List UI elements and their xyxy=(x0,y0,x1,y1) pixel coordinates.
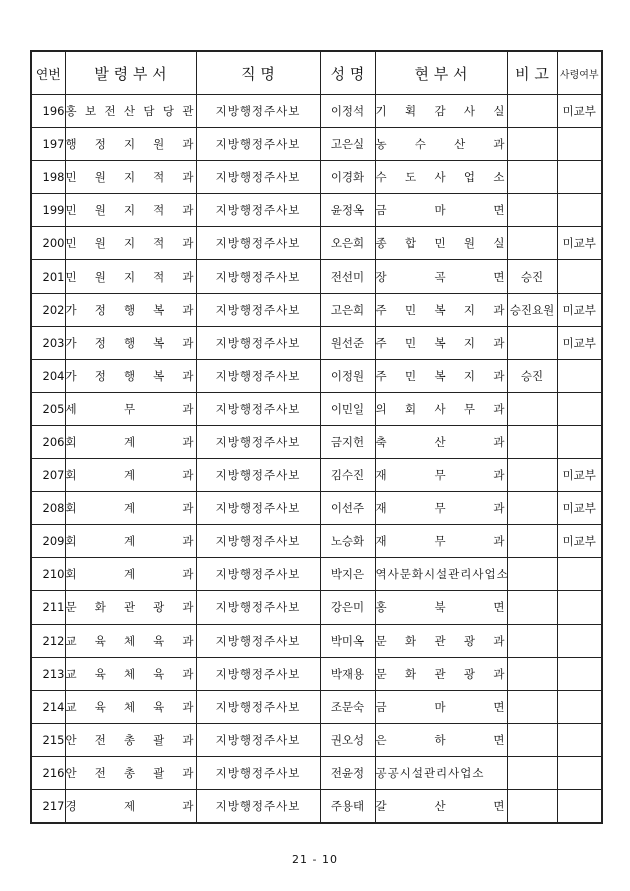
confirm-cell xyxy=(557,161,602,194)
dept-cell xyxy=(65,591,196,624)
current-dept-cell-text: 공 공 시 설 관 리 사 업 소 xyxy=(375,765,485,780)
table-row xyxy=(31,492,602,525)
dept-cell xyxy=(65,657,196,690)
dept-cell-text: 경 제 과 xyxy=(65,799,194,814)
dept-cell-text: 민 원 지 적 과 xyxy=(65,170,194,185)
title-cell: 지방행정주사보 xyxy=(196,723,320,756)
note-cell xyxy=(507,95,557,128)
title-cell: 지방행정주사보 xyxy=(196,293,320,326)
dept-cell-text: 안 전 총 괄 과 xyxy=(65,765,194,780)
title-cell: 지방행정주사보 xyxy=(196,359,320,392)
dept-cell-text: 홍 보 전 산 담 당 관 xyxy=(65,104,194,119)
dept-cell-text: 회 계 과 xyxy=(65,434,194,449)
name-cell: 강은미 xyxy=(320,591,375,624)
current-dept-cell-text: 역 사 문 화 시 설 관 리 사 업 소 xyxy=(375,567,509,582)
confirm-cell xyxy=(557,425,602,458)
dept-cell-text: 가 정 행 복 과 xyxy=(65,335,194,350)
table-row xyxy=(31,459,602,492)
current-dept-cell-text: 수 도 사 업 소 xyxy=(375,170,505,185)
confirm-cell xyxy=(557,723,602,756)
dept-cell-text: 회 계 과 xyxy=(65,534,194,549)
note-cell xyxy=(507,161,557,194)
row-number: 198 xyxy=(31,161,65,194)
dept-cell xyxy=(65,326,196,359)
dept-cell-text: 회 계 과 xyxy=(65,501,194,516)
name-cell: 고은실 xyxy=(320,128,375,161)
confirm-cell xyxy=(557,789,602,823)
table-row xyxy=(31,591,602,624)
note-cell: 승진 xyxy=(507,260,557,293)
header-name: 성 명 xyxy=(320,51,375,95)
title-cell: 지방행정주사보 xyxy=(196,326,320,359)
title-cell: 지방행정주사보 xyxy=(196,95,320,128)
dept-cell xyxy=(65,359,196,392)
note-cell xyxy=(507,558,557,591)
title-cell: 지방행정주사보 xyxy=(196,161,320,194)
name-cell: 이경화 xyxy=(320,161,375,194)
confirm-cell xyxy=(557,624,602,657)
note-cell xyxy=(507,128,557,161)
header-current: 현 부 서 xyxy=(375,51,507,95)
current-dept-cell xyxy=(375,723,507,756)
note-cell xyxy=(507,392,557,425)
note-cell xyxy=(507,326,557,359)
row-number: 203 xyxy=(31,326,65,359)
row-number: 200 xyxy=(31,227,65,260)
dept-cell xyxy=(65,558,196,591)
dept-cell xyxy=(65,690,196,723)
current-dept-cell xyxy=(375,425,507,458)
name-cell: 박재용 xyxy=(320,657,375,690)
confirm-cell xyxy=(557,657,602,690)
current-dept-cell-text: 장 곡 면 xyxy=(375,269,505,284)
current-dept-cell xyxy=(375,558,507,591)
note-cell xyxy=(507,789,557,823)
dept-cell xyxy=(65,392,196,425)
confirm-cell: 미교부 xyxy=(557,227,602,260)
note-cell xyxy=(507,194,557,227)
table-row xyxy=(31,756,602,789)
note-cell xyxy=(507,459,557,492)
dept-cell xyxy=(65,227,196,260)
name-cell: 전윤정 xyxy=(320,756,375,789)
current-dept-cell xyxy=(375,624,507,657)
name-cell: 조문숙 xyxy=(320,690,375,723)
row-number: 211 xyxy=(31,591,65,624)
current-dept-cell-text: 금 마 면 xyxy=(375,203,505,218)
confirm-cell xyxy=(557,260,602,293)
row-number: 217 xyxy=(31,789,65,823)
current-dept-cell-text: 갈 산 면 xyxy=(375,799,505,814)
confirm-cell: 미교부 xyxy=(557,95,602,128)
row-number: 202 xyxy=(31,293,65,326)
table-row xyxy=(31,227,602,260)
current-dept-cell xyxy=(375,591,507,624)
current-dept-cell-text: 주 민 복 지 과 xyxy=(375,335,505,350)
confirm-cell xyxy=(557,591,602,624)
row-number: 204 xyxy=(31,359,65,392)
dept-cell xyxy=(65,492,196,525)
dept-cell xyxy=(65,425,196,458)
header-dept: 발 령 부 서 xyxy=(65,51,196,95)
title-cell: 지방행정주사보 xyxy=(196,525,320,558)
current-dept-cell-text: 문 화 관 광 과 xyxy=(375,666,505,681)
current-dept-cell-text: 주 민 복 지 과 xyxy=(375,368,505,383)
personnel-table xyxy=(30,50,603,824)
dept-cell xyxy=(65,789,196,823)
note-cell: 승진요원 xyxy=(507,293,557,326)
dept-cell-text: 민 원 지 적 과 xyxy=(65,203,194,218)
confirm-cell xyxy=(557,128,602,161)
current-dept-cell-text: 재 무 과 xyxy=(375,468,505,483)
current-dept-cell xyxy=(375,392,507,425)
current-dept-cell-text: 농 수 산 과 xyxy=(375,137,505,152)
dept-cell xyxy=(65,459,196,492)
row-number: 201 xyxy=(31,260,65,293)
current-dept-cell xyxy=(375,326,507,359)
note-cell xyxy=(507,657,557,690)
dept-cell xyxy=(65,756,196,789)
name-cell: 박지은 xyxy=(320,558,375,591)
note-cell xyxy=(507,425,557,458)
title-cell: 지방행정주사보 xyxy=(196,591,320,624)
row-number: 206 xyxy=(31,425,65,458)
dept-cell-text: 가 정 행 복 과 xyxy=(65,368,194,383)
table-row xyxy=(31,128,602,161)
name-cell: 노승화 xyxy=(320,525,375,558)
note-cell xyxy=(507,756,557,789)
header-num: 연번 xyxy=(31,51,65,95)
row-number: 214 xyxy=(31,690,65,723)
row-number: 213 xyxy=(31,657,65,690)
confirm-cell xyxy=(557,392,602,425)
dept-cell-text: 회 계 과 xyxy=(65,567,194,582)
current-dept-cell xyxy=(375,657,507,690)
title-cell: 지방행정주사보 xyxy=(196,756,320,789)
row-number: 197 xyxy=(31,128,65,161)
current-dept-cell-text: 금 마 면 xyxy=(375,699,505,714)
confirm-cell xyxy=(557,558,602,591)
dept-cell xyxy=(65,128,196,161)
current-dept-cell xyxy=(375,95,507,128)
note-cell xyxy=(507,492,557,525)
current-dept-cell-text: 재 무 과 xyxy=(375,501,505,516)
confirm-cell: 미교부 xyxy=(557,459,602,492)
current-dept-cell xyxy=(375,525,507,558)
note-cell xyxy=(507,690,557,723)
current-dept-cell-text: 은 하 면 xyxy=(375,732,505,747)
dept-cell-text: 민 원 지 적 과 xyxy=(65,269,194,284)
dept-cell xyxy=(65,95,196,128)
dept-cell-text: 교 육 체 육 과 xyxy=(65,699,194,714)
current-dept-cell xyxy=(375,459,507,492)
row-number: 205 xyxy=(31,392,65,425)
current-dept-cell-text: 축 산 과 xyxy=(375,434,505,449)
dept-cell-text: 민 원 지 적 과 xyxy=(65,236,194,251)
title-cell: 지방행정주사보 xyxy=(196,194,320,227)
note-cell xyxy=(507,624,557,657)
current-dept-cell xyxy=(375,690,507,723)
current-dept-cell-text: 홍 북 면 xyxy=(375,600,505,615)
dept-cell-text: 안 전 총 괄 과 xyxy=(65,732,194,747)
dept-cell-text: 가 정 행 복 과 xyxy=(65,302,194,317)
current-dept-cell xyxy=(375,260,507,293)
table-row xyxy=(31,789,602,823)
dept-cell xyxy=(65,624,196,657)
confirm-cell: 미교부 xyxy=(557,326,602,359)
current-dept-cell xyxy=(375,194,507,227)
row-number: 209 xyxy=(31,525,65,558)
name-cell: 금지헌 xyxy=(320,425,375,458)
current-dept-cell xyxy=(375,161,507,194)
table-row xyxy=(31,558,602,591)
title-cell: 지방행정주사보 xyxy=(196,392,320,425)
current-dept-cell-text: 기 획 감 사 실 xyxy=(375,104,505,119)
dept-cell-text: 세 무 과 xyxy=(65,401,194,416)
dept-cell-text: 교 육 체 육 과 xyxy=(65,666,194,681)
current-dept-cell-text: 종 합 민 원 실 xyxy=(375,236,505,251)
note-cell xyxy=(507,227,557,260)
current-dept-cell xyxy=(375,789,507,823)
title-cell: 지방행정주사보 xyxy=(196,459,320,492)
name-cell: 윤정옥 xyxy=(320,194,375,227)
table-row xyxy=(31,392,602,425)
current-dept-cell-text: 문 화 관 광 과 xyxy=(375,633,505,648)
title-cell: 지방행정주사보 xyxy=(196,624,320,657)
table-row xyxy=(31,723,602,756)
table-row xyxy=(31,194,602,227)
name-cell: 이정석 xyxy=(320,95,375,128)
note-cell: 승진 xyxy=(507,359,557,392)
row-number: 196 xyxy=(31,95,65,128)
row-number: 210 xyxy=(31,558,65,591)
current-dept-cell-text: 재 무 과 xyxy=(375,534,505,549)
row-number: 215 xyxy=(31,723,65,756)
note-cell xyxy=(507,591,557,624)
dept-cell-text: 행 정 지 원 과 xyxy=(65,137,194,152)
name-cell: 원선준 xyxy=(320,326,375,359)
table-row xyxy=(31,161,602,194)
confirm-cell: 미교부 xyxy=(557,492,602,525)
table-row xyxy=(31,425,602,458)
dept-cell xyxy=(65,293,196,326)
dept-cell xyxy=(65,525,196,558)
table-row xyxy=(31,525,602,558)
dept-cell xyxy=(65,260,196,293)
confirm-cell xyxy=(557,756,602,789)
name-cell: 이민일 xyxy=(320,392,375,425)
current-dept-cell-text: 의 회 사 무 과 xyxy=(375,401,505,416)
table-row xyxy=(31,95,602,128)
name-cell: 이정원 xyxy=(320,359,375,392)
title-cell: 지방행정주사보 xyxy=(196,425,320,458)
title-cell: 지방행정주사보 xyxy=(196,558,320,591)
table-row xyxy=(31,260,602,293)
row-number: 207 xyxy=(31,459,65,492)
current-dept-cell-text: 주 민 복 지 과 xyxy=(375,302,505,317)
table-row xyxy=(31,657,602,690)
title-cell: 지방행정주사보 xyxy=(196,690,320,723)
header-note: 비 고 xyxy=(507,51,557,95)
table-row xyxy=(31,293,602,326)
dept-cell xyxy=(65,723,196,756)
current-dept-cell xyxy=(375,128,507,161)
title-cell: 지방행정주사보 xyxy=(196,492,320,525)
name-cell: 이선주 xyxy=(320,492,375,525)
confirm-cell xyxy=(557,359,602,392)
header-confirm: 사령여부 xyxy=(557,51,602,95)
table-row xyxy=(31,326,602,359)
confirm-cell: 미교부 xyxy=(557,525,602,558)
name-cell: 박미옥 xyxy=(320,624,375,657)
row-number: 199 xyxy=(31,194,65,227)
header-row xyxy=(31,51,602,95)
name-cell: 권오성 xyxy=(320,723,375,756)
current-dept-cell xyxy=(375,293,507,326)
row-number: 212 xyxy=(31,624,65,657)
title-cell: 지방행정주사보 xyxy=(196,227,320,260)
name-cell: 주용태 xyxy=(320,789,375,823)
confirm-cell xyxy=(557,690,602,723)
note-cell xyxy=(507,723,557,756)
dept-cell-text: 문 화 관 광 과 xyxy=(65,600,194,615)
name-cell: 전선미 xyxy=(320,260,375,293)
dept-cell xyxy=(65,194,196,227)
table-row xyxy=(31,690,602,723)
page-number: 21 - 10 xyxy=(292,853,338,866)
dept-cell xyxy=(65,161,196,194)
name-cell: 고은희 xyxy=(320,293,375,326)
dept-cell-text: 회 계 과 xyxy=(65,468,194,483)
confirm-cell xyxy=(557,194,602,227)
title-cell: 지방행정주사보 xyxy=(196,789,320,823)
row-number: 216 xyxy=(31,756,65,789)
title-cell: 지방행정주사보 xyxy=(196,128,320,161)
current-dept-cell xyxy=(375,359,507,392)
confirm-cell: 미교부 xyxy=(557,293,602,326)
title-cell: 지방행정주사보 xyxy=(196,657,320,690)
row-number: 208 xyxy=(31,492,65,525)
note-cell xyxy=(507,525,557,558)
title-cell: 지방행정주사보 xyxy=(196,260,320,293)
table-row xyxy=(31,624,602,657)
dept-cell-text: 교 육 체 육 과 xyxy=(65,633,194,648)
current-dept-cell xyxy=(375,227,507,260)
current-dept-cell xyxy=(375,492,507,525)
name-cell: 오은희 xyxy=(320,227,375,260)
table-row xyxy=(31,359,602,392)
header-title: 직 명 xyxy=(196,51,320,95)
current-dept-cell xyxy=(375,756,507,789)
name-cell: 김수진 xyxy=(320,459,375,492)
